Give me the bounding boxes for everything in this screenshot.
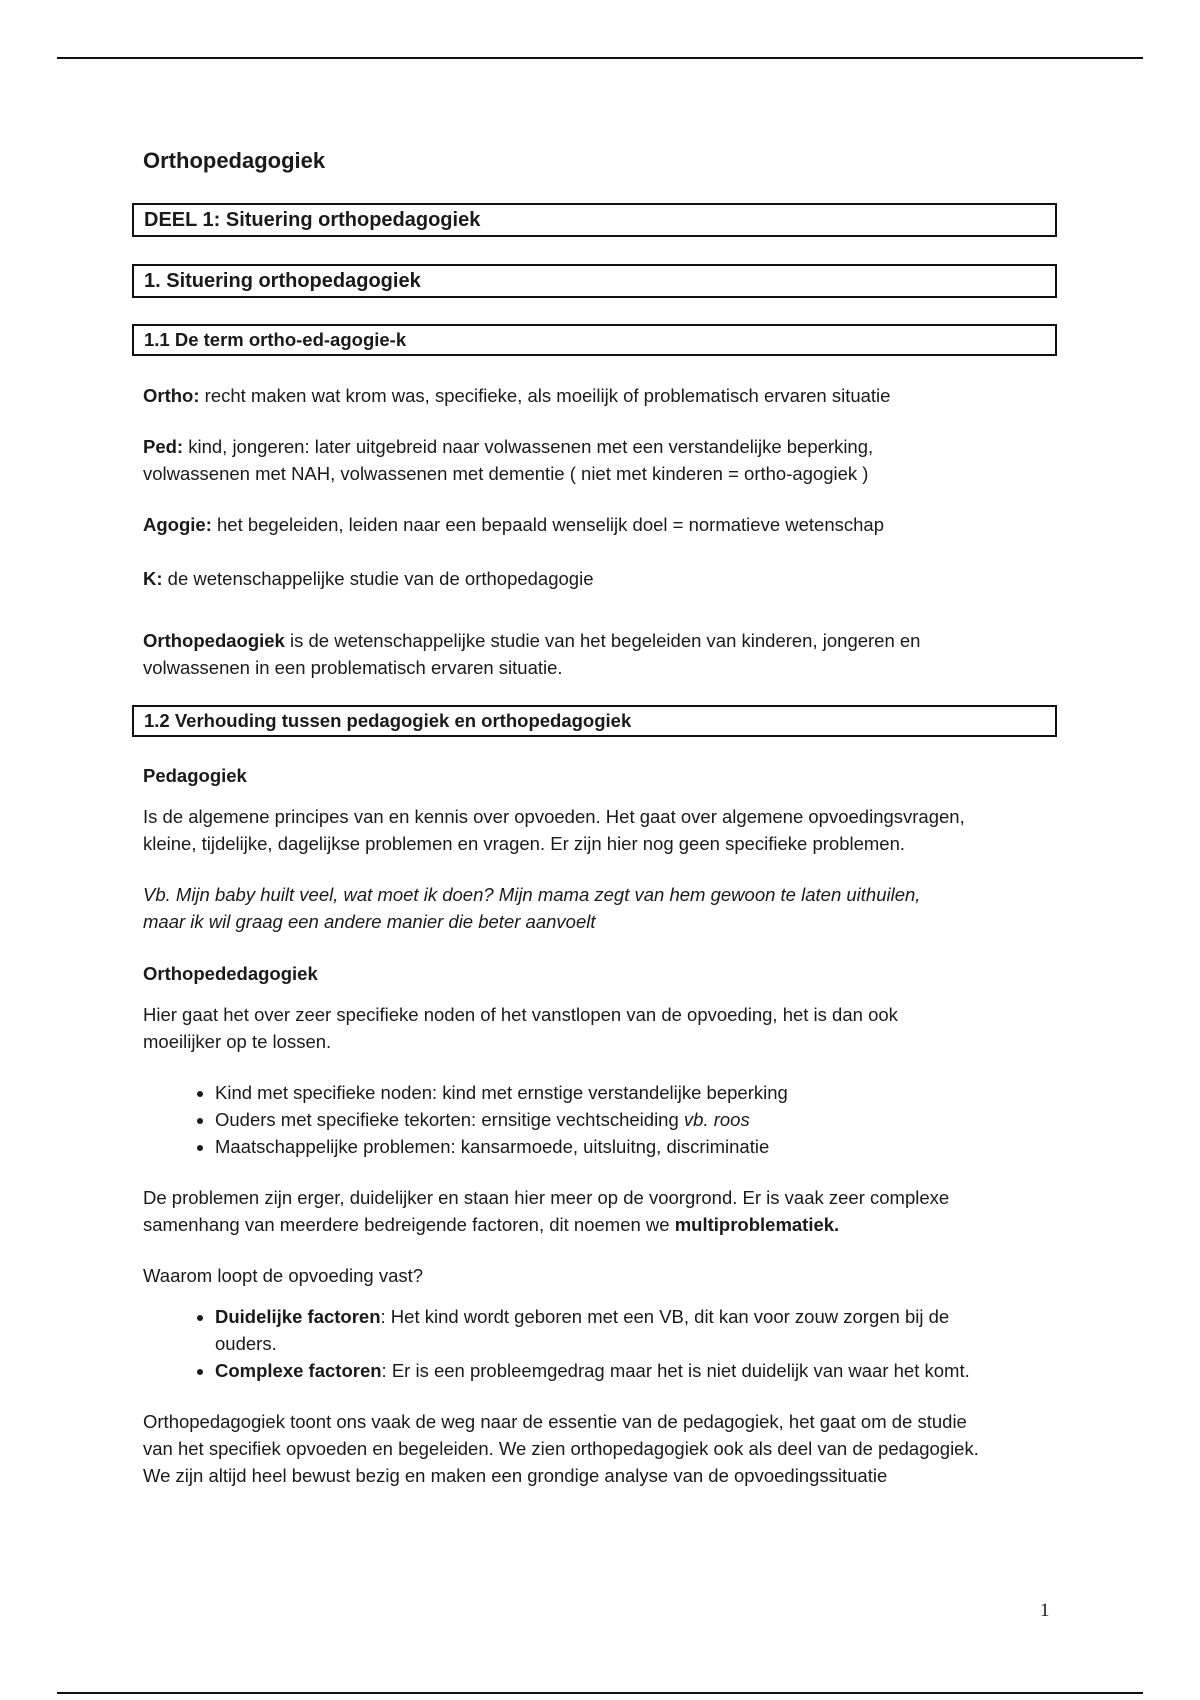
list-item: • Kind met specifieke noden: kind met ernstige verstandelijke beperking	[215, 1079, 1073, 1106]
factors-list	[143, 1303, 1073, 1384]
conclusion-text: Orthopedagogiek toont ons vaak de weg naar de essentie van de pedagogiek, het gaat om de studie van het specifiek opvoeden en begeleiden. We zien orthopedagogiek ook als deel van de pedagogiek. We zijn altijd heel bewust bezig en maken een grondige analyse van de opvoedingssituatie	[143, 1411, 979, 1486]
orthopedagogiek-definition: Orthopedaogiek is de wetenschappelijke studie van het begeleiden van kinderen, jongeren en volwassenen in een problematisch ervaren situatie.	[143, 630, 921, 678]
section-heading-1-2: 1.2 Verhouding tussen pedagogiek en orthopedagogiek	[132, 705, 1057, 737]
list-item: • Ouders met specifieke tekorten: ernsitige vechtscheiding vb. roos	[215, 1106, 1073, 1133]
list-item: • Maatschappelijke problemen: kansarmoede, uitsluitng, discriminatie	[215, 1133, 1073, 1160]
page-body	[143, 140, 1073, 1489]
pedagogiek-text: Is de algemene principes van en kennis over opvoeden. Het gaat over algemene opvoedingsvragen, kleine, tijdelijke, dagelijkse problemen en vragen. Er zijn hier nog geen specifieke problemen.	[143, 806, 965, 854]
orthopededagogiek-subheading: Orthopededagogiek	[143, 963, 318, 984]
specific-needs-list	[143, 1079, 1073, 1160]
agogie-definition: Agogie: het begeleiden, leiden naar een bepaald wenselijk doel = normatieve wetenschap	[143, 514, 884, 535]
ortho-definition: Ortho: recht maken wat krom was, specifieke, als moeilijk of problematisch ervaren situatie	[143, 385, 891, 406]
multiproblematiek-text: De problemen zijn erger, duidelijker en staan hier meer op de voorgrond. Er is vaak zeer complexe samenhang van meerdere bedreigende factoren, dit noemen we multiproblematiek.	[143, 1187, 950, 1235]
k-definition: K: de wetenschappelijke studie van de orthopedagogie	[143, 568, 594, 589]
ped-definition: Ped: kind, jongeren: later uitgebreid naar volwassenen met een verstandelijke beperking, volwassenen met NAH, volwassenen met dementie ( niet met kinderen = ortho-agogiek )	[143, 436, 874, 484]
pedagogiek-example: Vb. Mijn baby huilt veel, wat moet ik doen? Mijn mama zegt van hem gewoon te laten uithuilen, maar ik wil graag een andere manier die beter aanvoelt	[143, 884, 921, 932]
list-item: • Duidelijke factoren: Het kind wordt geboren met een VB, dit kan voor zouw zorgen bij de ouders.	[215, 1303, 1073, 1357]
page-number: 1	[1040, 1600, 1050, 1621]
question-text: Waarom loopt de opvoeding vast?	[143, 1265, 424, 1286]
deel-heading: DEEL 1: Situering orthopedagogiek	[132, 203, 1057, 237]
orthopededagogiek-text: Hier gaat het over zeer specifieke noden of het vanstlopen van de opvoeding, het is dan ook moeilijker op te lossen.	[143, 1004, 898, 1052]
chapter-heading: 1. Situering orthopedagogiek	[132, 264, 1057, 298]
document-title: Orthopedagogiek	[143, 148, 326, 173]
section-heading-1-1: 1.1 De term ortho-ed-agogie-k	[132, 324, 1057, 356]
header-rule	[57, 57, 1143, 59]
footer-rule	[57, 1692, 1143, 1694]
list-item: • Complexe factoren: Er is een probleemgedrag maar het is niet duidelijk van waar het komt.	[215, 1357, 1073, 1384]
pedagogiek-subheading: Pedagogiek	[143, 765, 247, 786]
